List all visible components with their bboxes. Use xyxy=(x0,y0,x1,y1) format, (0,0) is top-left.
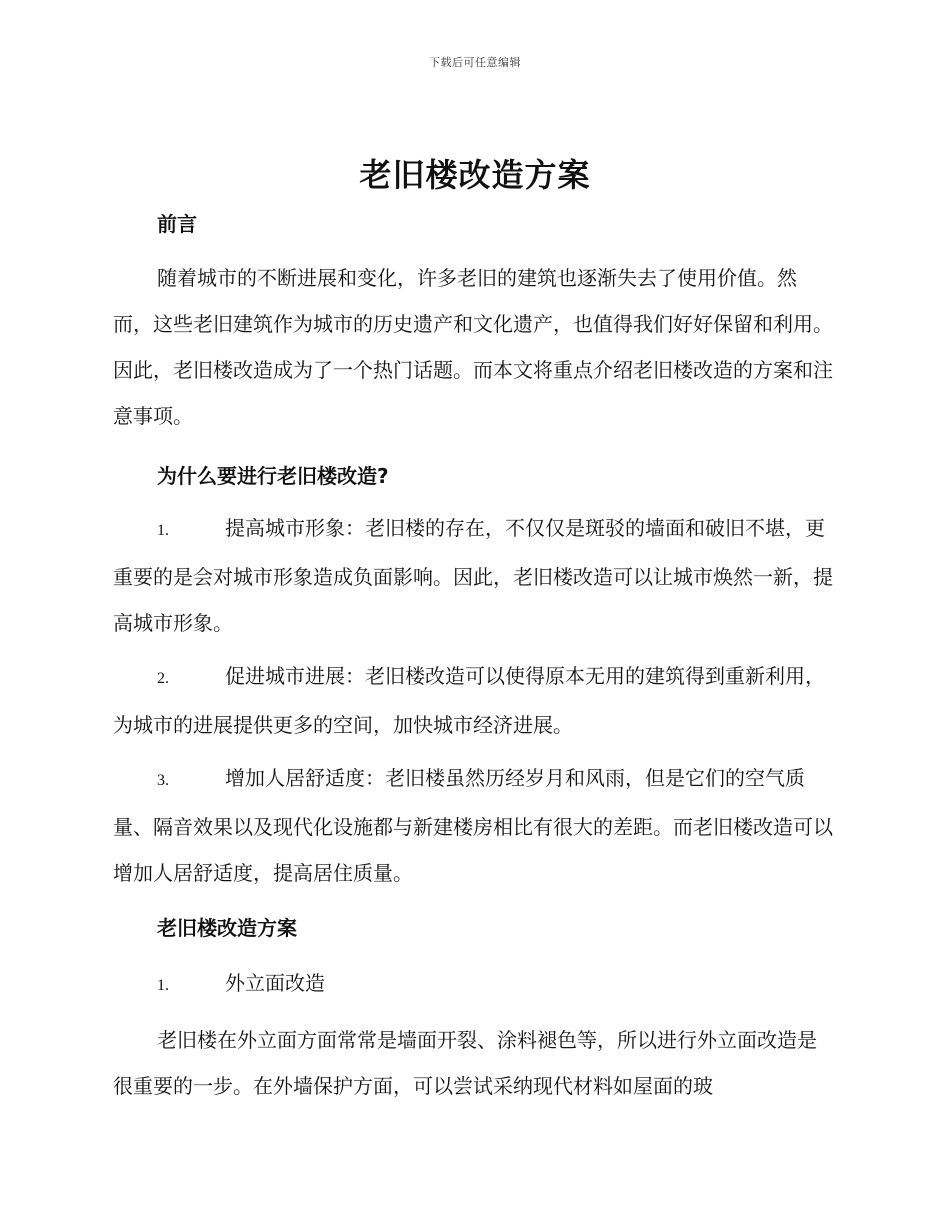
why-list-item xyxy=(113,653,835,748)
header-note: 下载后可任意编辑 xyxy=(429,56,521,69)
why-list-item xyxy=(113,755,835,896)
section-heading-plan: 老旧楼改造方案 xyxy=(157,916,297,940)
why-list-item xyxy=(113,505,835,646)
list-item-text: 增加人居舒适度：老旧楼虽然历经岁月和风雨，但是它们的空气质量、隔音效果以及现代化设施都与新建楼房相比有很大的差距。而老旧楼改造可以增加人居舒适度，提高居住质量。 xyxy=(113,766,833,885)
plan-paragraph: 老旧楼在外立面方面常常是墙面开裂、涂料褪色等，所以进行外立面改造是很重要的一步。在外墙保护方面，可以尝试采纳现代材料如屋面的玻 xyxy=(113,1028,817,1098)
list-item-text: 提高城市形象：老旧楼的存在，不仅仅是斑驳的墙面和破旧不堪，更重要的是会对城市形象造成负面影响。因此，老旧楼改造可以让城市焕然一新，提高城市形象。 xyxy=(113,516,833,635)
list-number: 1. xyxy=(157,977,169,994)
preface-paragraph: 随着城市的不断进展和变化，许多老旧的建筑也逐渐失去了使用价值。然而，这些老旧建筑作为城市的历史遗产和文化遗产，也值得我们好好保留和利用。因此，老旧楼改造成为了一个热门话题。而本文将重点介绍老旧楼改造的方案和注意事项。 xyxy=(113,266,833,428)
list-item-text: 外立面改造 xyxy=(225,971,325,995)
section-heading-preface: 前言 xyxy=(157,212,197,236)
plan-list-item xyxy=(113,960,835,1009)
list-number: 3. xyxy=(157,772,169,789)
document-title: 老旧楼改造方案 xyxy=(359,156,591,194)
section-heading-why: 为什么要进行老旧楼改造? xyxy=(157,464,389,488)
list-item-text: 促进城市进展：老旧楼改造可以使得原本无用的建筑得到重新利用，为城市的进展提供更多的空间，加快城市经济进展。 xyxy=(113,664,825,737)
list-number: 2. xyxy=(157,670,169,687)
list-number: 1. xyxy=(157,522,169,539)
